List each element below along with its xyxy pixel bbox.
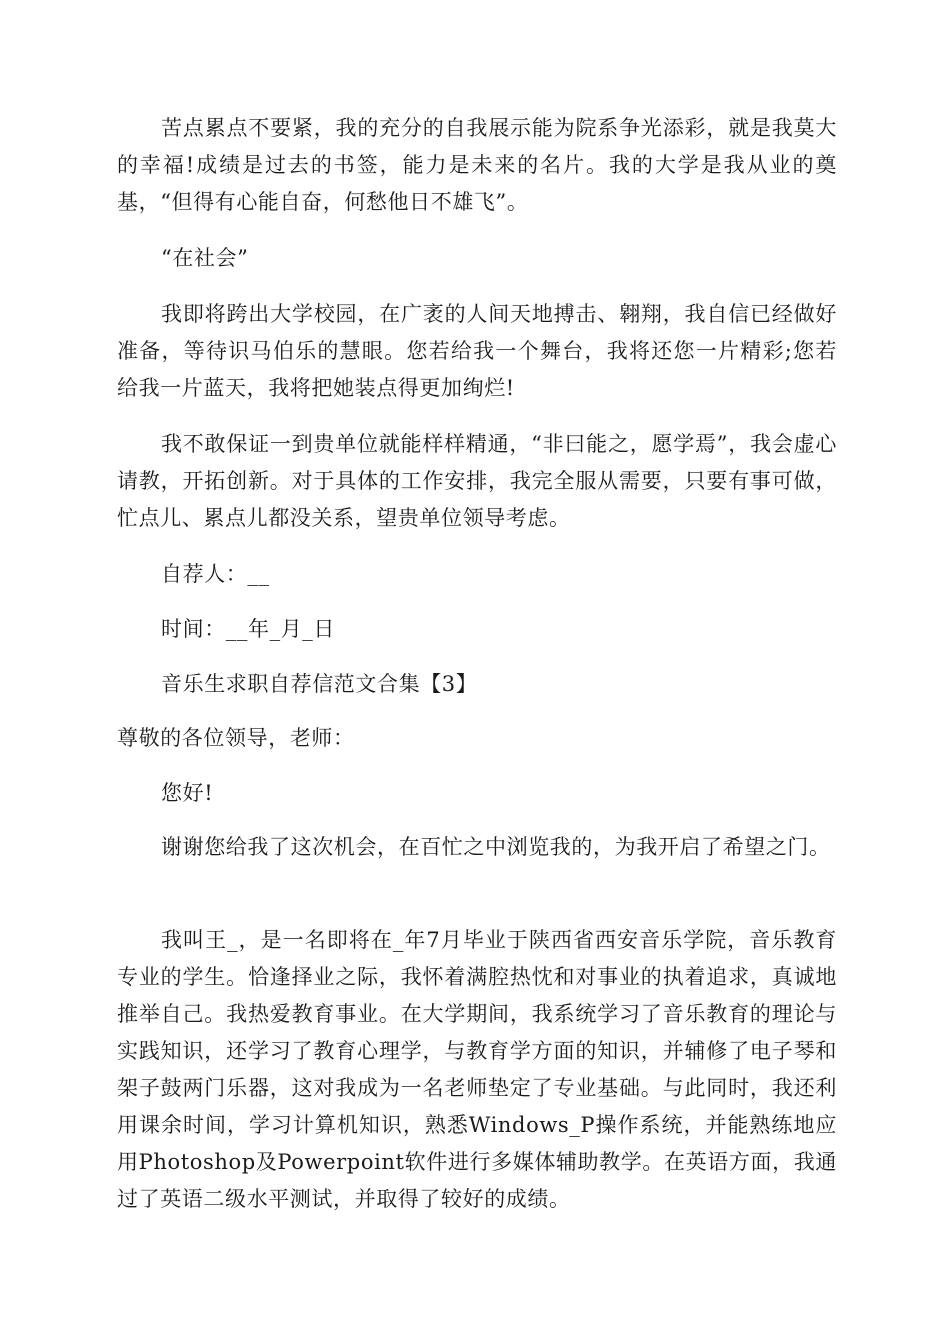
paragraph-closing-summary: 苦点累点不要紧，我的充分的自我展示能为院系争光添彩，就是我莫大的幸福!成绩是过去的书签，能力是未来的名片。我的大学是我从业的奠基，“但得有心能自奋，何愁他日不雄飞”。	[117, 116, 837, 214]
paragraph-commitment: 我不敢保证一到贵单位就能样样精通，“非曰能之，愿学焉”，我会虚心请教，开拓创新。对于具体的工作安排，我完全服从需要，只要有事可做，忙点儿、累点儿都没关系，望贵单位领导考虑。	[117, 432, 837, 530]
section-title: 音乐生求职自荐信范文合集【3】	[161, 672, 478, 696]
salutation: 尊敬的各位领导，老师：	[117, 726, 355, 750]
greeting: 您好!	[161, 781, 214, 805]
paragraph-introduction: 我叫王_，是一名即将在_年7月毕业于陕西省西安音乐学院，音乐教育专业的学生。恰逢择业之际，我怀着满腔热忱和对事业的执着追求，真诚地推举自己。我热爱教育事业。在大学期间，我系统学习了音乐教育的理论与实践知识，还学习了教育心理学，与教育学方面的知识，并辅修了电子琴和架子鼓两门乐器，这对我成为一名老师垫定了专业基础。与此同时，我还利用课余时间，学习计算机知识，熟悉Windows_P操作系统，并能熟练地应用Photoshop及Powerpoint软件进行多媒体辅助教学。在英语方面，我通过了英语二级水平测试，并取得了较好的成绩。	[117, 928, 837, 1211]
paragraph-society-heading: “在社会”	[161, 246, 249, 270]
date-line: 时间：__年_月_日	[161, 617, 335, 641]
signature-line: 自荐人：__	[161, 562, 270, 586]
paragraph-thanks: 谢谢您给我了这次机会，在百忙之中浏览我的，为我开启了希望之门。	[161, 835, 831, 859]
paragraph-leaving-campus: 我即将跨出大学校园，在广袤的人间天地搏击、翱翔，我自信已经做好准备，等待识马伯乐的慧眼。您若给我一个舞台，我将还您一片精彩;您若给我一片蓝天，我将把她装点得更加绚烂!	[117, 302, 837, 400]
